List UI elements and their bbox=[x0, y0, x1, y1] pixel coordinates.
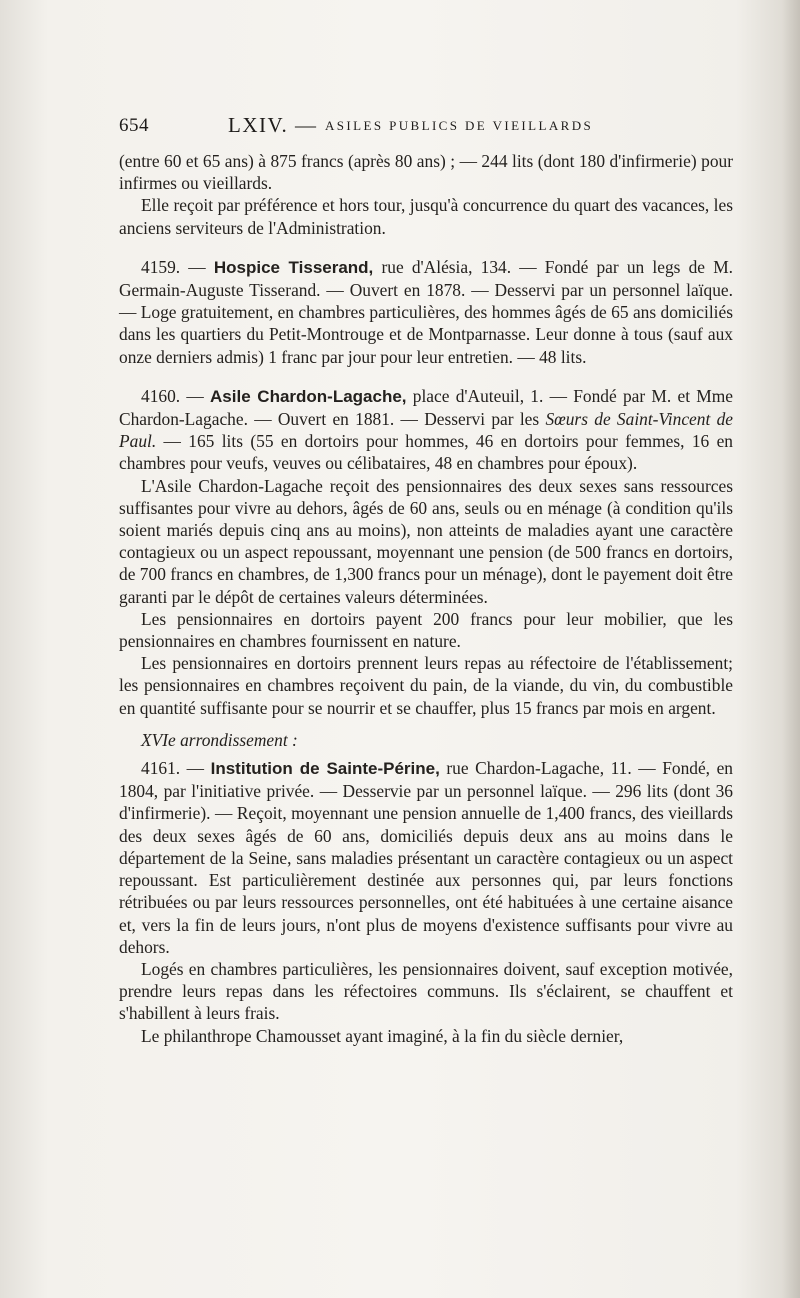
entry-4160-paragraph-4: Les pensionnaires en dortoirs prennent leurs repas au réfectoire de l'établissement; les pensionnaires en chambres reçoivent du pain, de la viande, du vin, du combustible en quantité suffisante pour se nourrir et se chauffer, plus 15 francs par mois en argent. bbox=[119, 653, 733, 718]
entry-4161 bbox=[119, 757, 733, 958]
entry-title: Institution de Sainte-Périne, bbox=[210, 759, 440, 779]
running-header bbox=[119, 113, 739, 141]
entry-title: Hospice Tisserand, bbox=[213, 257, 374, 277]
section-heading: XVIe arrondissement : bbox=[141, 729, 298, 750]
entry-4161-paragraph-3: Le philanthrope Chamousset ayant imaginé, à la fin du siècle dernier, bbox=[141, 1025, 624, 1046]
entry-title: Asile Chardon-Lagache, bbox=[210, 386, 407, 406]
entry-4159 bbox=[119, 256, 733, 368]
entry-text: rue d'Alésia, 134. — Fondé par un legs de M. Germain-Auguste Tisserand. — Ouvert en 1878. — Desservi par un personnel laïque. — Loge gratuitement, en chambres particulières, des hommes âgés de 65 ans domiciliés dans les quartiers du Petit-Montrouge et de Montparnasse. Leur donne à tous (sauf aux onze derniers admis) 1 franc par jour pour leur entretien. — 48 lits. bbox=[119, 256, 733, 367]
entry-italic-text: Sœurs de Saint-Vincent de Paul. bbox=[119, 409, 733, 452]
body-text bbox=[119, 150, 733, 1047]
page-edge-shadow bbox=[782, 0, 800, 1298]
page-number: 654 bbox=[119, 115, 149, 136]
chapter-number: LXIV. — bbox=[228, 113, 318, 137]
entry-number: 4161. — bbox=[141, 758, 211, 779]
intro-paragraph-2: Elle reçoit par préférence et hors tour, jusqu'à concurrence du quart des vacances, les anciens serviteurs de l'Administration. bbox=[119, 195, 733, 238]
entry-text: rue Chardon-Lagache, 11. — Fondé, en 1804, par l'initiative privée. — Desservie par un personnel laïque. — 296 lits (dont 36 d'infirmerie). — Reçoit, moyennant une pension annuelle de 1,400 francs, des vieillards des deux sexes âgés de 60 ans, domiciliés depuis deux ans au moins dans le département de la Seine, sans maladies présentant un caractère contagieux ou un aspect repoussant. Est particulièrement destinée aux personnes qui, par leurs fonctions rétribuées ou par leurs ressources personnelles, ont été habituées à une certaine aisance et, vers la fin de leurs jours, n'ont plus de moyens d'existence suffisants pour vivre au dehors. bbox=[119, 758, 733, 957]
entry-4160 bbox=[119, 385, 733, 475]
entry-4160-paragraph-2: L'Asile Chardon-Lagache reçoit des pensionnaires des deux sexes sans ressources suffisantes pour vivre au dehors, âgés de 60 ans, seuls ou en ménage (à condition qu'ils soient mariés depuis cinq ans au moins), non atteints de maladies ayant une caractère contagieux ou un aspect repoussant, moyennant une pension (de 500 francs en dortoirs, de 700 francs en chambres, de 1,300 francs pour un ménage), dont le payement doit être garanti par le dépôt de certaines valeurs déterminées. bbox=[119, 475, 733, 607]
entry-number: 4160. — bbox=[141, 385, 211, 406]
running-title: ASILES PUBLICS DE VIEILLARDS bbox=[325, 118, 594, 133]
entry-number: 4159. — bbox=[141, 256, 214, 277]
entry-text: place d'Auteuil, 1. — Fondé par M. et Mme Chardon-Lagache. — Ouvert en 1881. — Desservi par les bbox=[119, 385, 733, 430]
entry-4160-paragraph-3: Les pensionnaires en dortoirs payent 200 francs pour leur mobilier, que les pensionnaires en chambres fournissent en nature. bbox=[119, 608, 733, 652]
entry-text: — 165 lits (55 en dortoirs pour hommes, 46 en dortoirs pour femmes, 16 en chambres pour veufs, veuves ou célibataires, 48 en chambres pour époux). bbox=[119, 431, 733, 474]
intro-paragraph: (entre 60 et 65 ans) à 875 francs (après 80 ans) ; — 244 lits (dont 180 d'infirmerie) pour infirmes ou vieillards. bbox=[119, 151, 733, 194]
entry-4161-paragraph-2: Logés en chambres particulières, les pensionnaires doivent, sauf exception motivée, prendre leurs repas dans les réfectoires communs. Ils s'éclairent, se chauffent et s'habillent à leurs frais. bbox=[119, 958, 733, 1024]
